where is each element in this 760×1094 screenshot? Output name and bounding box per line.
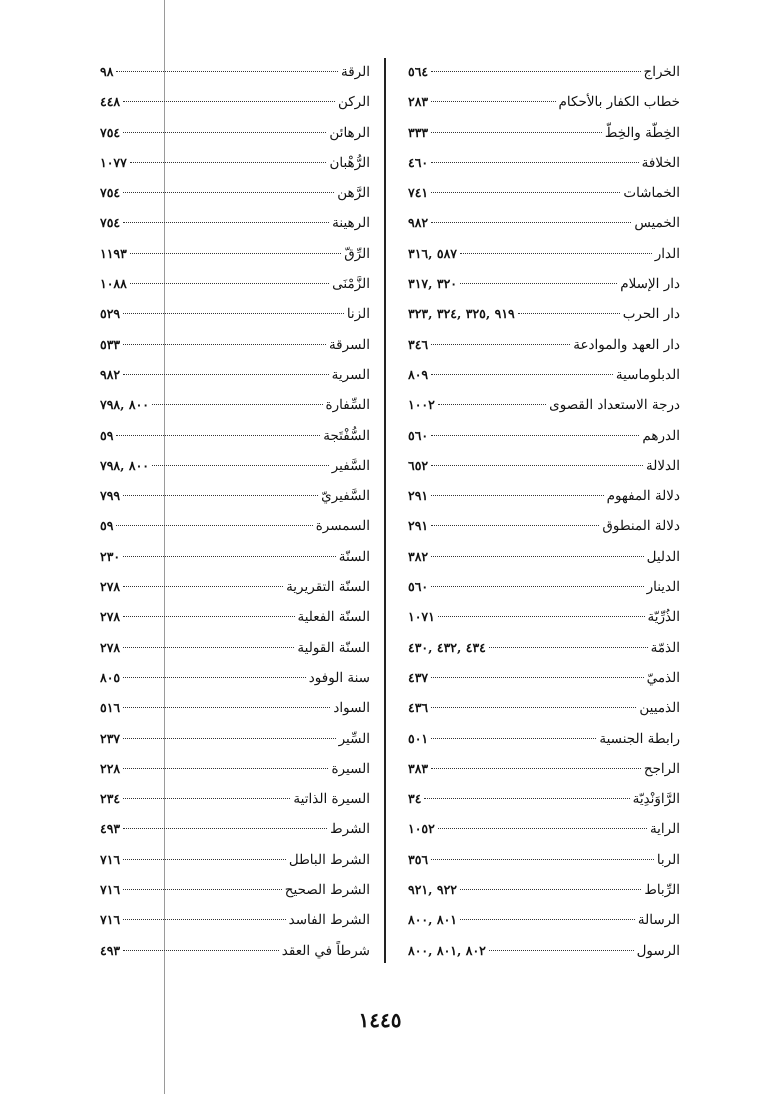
dot-leader	[123, 495, 318, 496]
index-entry	[408, 724, 680, 754]
page-reference: ٧١٦	[100, 882, 121, 898]
index-entry	[100, 390, 370, 420]
page-reference: ٤٣٧	[408, 669, 429, 685]
dot-leader	[130, 283, 329, 284]
index-term: الخميس	[634, 215, 680, 232]
dot-leader	[431, 707, 636, 708]
dot-leader	[431, 556, 643, 557]
index-column-left	[100, 57, 370, 966]
index-entry	[100, 421, 370, 451]
dot-leader	[123, 798, 290, 799]
index-entry	[408, 633, 680, 663]
page-reference: ١٠٨٨	[100, 276, 127, 292]
page-reference: ١٠٧٧	[100, 154, 127, 170]
page-reference: ٢٨٣	[408, 94, 429, 110]
dot-leader	[152, 404, 323, 405]
index-term: سنة الوفود	[308, 669, 370, 686]
dot-leader	[460, 283, 617, 284]
index-entry	[100, 330, 370, 360]
dot-leader	[438, 828, 647, 829]
index-entry	[408, 754, 680, 784]
index-term: السَّفير	[331, 457, 370, 474]
index-term: الخماشات	[623, 185, 680, 202]
index-entry	[100, 57, 370, 87]
index-term: الراية	[649, 821, 680, 838]
page-reference: ٧١٦	[100, 912, 121, 928]
page-number: ١٤٤٥	[358, 1008, 402, 1032]
index-entry	[408, 330, 680, 360]
index-term: الذميين	[639, 700, 680, 717]
index-entry	[100, 724, 370, 754]
index-term: السنّة القولية	[297, 639, 370, 656]
page-reference: ٥٩	[100, 518, 114, 534]
index-entry	[100, 784, 370, 814]
index-term: السِّفارة	[325, 397, 370, 414]
page-reference: ١٠٥٢	[408, 821, 435, 837]
index-entry	[408, 905, 680, 935]
dot-leader	[438, 404, 546, 405]
index-term: الدليل	[646, 548, 680, 565]
index-entry	[408, 239, 680, 269]
page-reference: ٤٣٤ ,٤٣٢ ,٤٣٠	[408, 639, 486, 655]
index-term: السمسرة	[315, 518, 370, 535]
dot-leader	[123, 192, 334, 193]
index-entry	[408, 602, 680, 632]
index-term: الدار	[654, 245, 680, 262]
dot-leader	[123, 222, 329, 223]
dot-leader	[431, 101, 555, 102]
page-reference: ٣٤	[408, 791, 422, 807]
page-reference: ٥٠١	[408, 730, 429, 746]
dot-leader	[431, 71, 640, 72]
index-entry	[100, 299, 370, 329]
dot-leader	[431, 859, 654, 860]
index-term: الرسالة	[637, 912, 680, 929]
dot-leader	[431, 344, 570, 345]
page-reference: ٥٦٤	[408, 64, 429, 79]
page-reference: ٦٥٢	[408, 457, 429, 473]
index-term: الشرط الباطل	[288, 851, 370, 868]
index-entry	[100, 845, 370, 875]
index-term: دار الحرب	[622, 306, 680, 323]
index-entry	[408, 269, 680, 299]
dot-leader	[460, 919, 635, 920]
page-reference: ٧٤١	[408, 185, 429, 201]
index-entry	[408, 814, 680, 844]
index-entry	[100, 360, 370, 390]
index-entry	[100, 572, 370, 602]
dot-leader	[431, 677, 643, 678]
index-term: دار العهد والموادعة	[573, 336, 680, 353]
index-entry	[100, 451, 370, 481]
page-reference: ٨٠٩	[408, 366, 429, 382]
index-term: السنّة التقريرية	[286, 579, 370, 596]
page-reference: ٩٨	[100, 64, 114, 79]
index-term: الدينار	[646, 579, 680, 596]
index-term: الخراج	[643, 64, 680, 80]
index-term: الدبلوماسية	[615, 366, 680, 383]
dot-leader	[431, 525, 599, 526]
dot-leader	[123, 616, 294, 617]
dot-leader	[489, 950, 634, 951]
dot-leader	[123, 707, 330, 708]
index-entry	[100, 542, 370, 572]
dot-leader	[123, 950, 279, 951]
page-reference: ٨٠١ ,٨٠٠	[408, 912, 458, 928]
page-reference: ٥٣٣	[100, 336, 121, 352]
dot-leader	[460, 253, 652, 254]
index-term: شرطاً في العقد	[281, 942, 370, 959]
dot-leader	[123, 859, 286, 860]
page-reference: ٨٠٢ ,٨٠١ ,٨٠٠	[408, 942, 486, 958]
index-term: السنّة	[338, 548, 370, 565]
page-reference: ١٠٠٢	[408, 397, 435, 413]
index-entry	[408, 178, 680, 208]
index-entry	[408, 784, 680, 814]
index-entry	[100, 208, 370, 238]
dot-leader	[123, 313, 344, 314]
index-term: الربا	[656, 851, 680, 868]
dot-leader	[123, 647, 294, 648]
index-term: الرِّقّ	[344, 245, 370, 262]
page-reference: ٧١٦	[100, 851, 121, 867]
index-term: السُّفْتَجة	[323, 427, 370, 444]
page-reference: ٥٦٠	[408, 579, 429, 595]
dot-leader	[518, 313, 620, 314]
index-entry	[408, 390, 680, 420]
page-reference: ٤٩٣	[100, 821, 121, 837]
dot-leader	[116, 525, 312, 526]
index-term: السيرة الذاتية	[293, 791, 370, 808]
index-term: الرَّاوَنْدِيّة	[632, 791, 680, 808]
index-term: الرهائن	[329, 124, 370, 141]
index-entry	[100, 118, 370, 148]
index-term: الرِّباط	[644, 882, 680, 899]
page-reference: ٢٧٨	[100, 609, 121, 625]
dot-leader	[431, 465, 643, 466]
index-entry	[100, 633, 370, 663]
index-entry	[408, 845, 680, 875]
index-term: دار الإسلام	[620, 276, 680, 293]
index-term: الذمّة	[650, 639, 680, 656]
dot-leader	[431, 435, 639, 436]
index-entry	[100, 87, 370, 117]
dot-leader	[123, 556, 336, 557]
dot-leader	[116, 435, 320, 436]
index-entry	[408, 663, 680, 693]
dot-leader	[123, 101, 335, 102]
page-reference: ٢٣٧	[100, 730, 121, 746]
page-reference: ٥١٦	[100, 700, 121, 716]
index-entry	[100, 269, 370, 299]
index-term: الراجح	[643, 760, 680, 777]
index-entry	[100, 239, 370, 269]
dot-leader	[431, 222, 631, 223]
dot-leader	[123, 132, 326, 133]
index-entry	[408, 118, 680, 148]
page-reference: ٤٤٨	[100, 94, 121, 110]
dot-leader	[431, 374, 613, 375]
index-term: الشرط الصحيح	[284, 882, 370, 899]
index-term: دلالة المفهوم	[606, 488, 680, 505]
index-entry	[408, 542, 680, 572]
index-entry	[100, 905, 370, 935]
index-entry	[100, 602, 370, 632]
page-reference: ٧٩٩	[100, 488, 121, 504]
dot-leader	[431, 192, 620, 193]
index-entry	[408, 451, 680, 481]
index-entry	[408, 421, 680, 451]
index-term: الزنا	[346, 306, 370, 323]
page-reference: ٩٢٢ ,٩٢١	[408, 882, 458, 898]
page-reference: ٥٦٠	[408, 427, 429, 443]
dot-leader	[431, 768, 641, 769]
index-term: خطاب الكفار بالأحكام	[558, 94, 680, 111]
index-entry	[408, 875, 680, 905]
column-divider	[384, 58, 386, 963]
dot-leader	[123, 677, 306, 678]
dot-leader	[152, 465, 329, 466]
index-entry	[408, 148, 680, 178]
index-term: الخلافة	[641, 154, 680, 171]
index-term: دلالة المنطوق	[602, 518, 680, 535]
index-term: الرهينة	[332, 215, 370, 232]
index-term: الزَّمْنَى	[332, 276, 370, 293]
dot-leader	[123, 919, 286, 920]
dot-leader	[460, 889, 641, 890]
index-entry	[100, 693, 370, 723]
index-term: الركن	[337, 94, 370, 111]
page-reference: ٥٩	[100, 427, 114, 443]
index-term: درجة الاستعداد القصوى	[549, 397, 680, 414]
index-entry	[408, 693, 680, 723]
dot-leader	[431, 586, 643, 587]
index-term: السواد	[333, 700, 370, 717]
dot-leader	[130, 162, 327, 163]
index-entry	[408, 57, 680, 87]
index-entry	[100, 148, 370, 178]
dot-leader	[123, 889, 282, 890]
dot-leader	[123, 586, 283, 587]
dot-leader	[431, 495, 603, 496]
page-reference: ٢٧٨	[100, 579, 121, 595]
index-entry	[100, 814, 370, 844]
page-reference: ٢٩١	[408, 518, 429, 534]
index-entry	[408, 511, 680, 541]
page-reference: ٧٥٤	[100, 185, 121, 201]
index-entry	[408, 87, 680, 117]
index-term: الذُرِّيّة	[647, 609, 680, 626]
page-reference: ٩٨٢	[100, 366, 121, 382]
index-entry	[100, 511, 370, 541]
page-reference: ٣٨٢	[408, 548, 429, 564]
page-reference: ٣٤٦	[408, 336, 429, 352]
page-reference: ٤٣٦	[408, 700, 429, 716]
page-reference: ٤٩٣	[100, 942, 121, 958]
index-term: الرَّهن	[337, 185, 370, 202]
index-entry	[408, 208, 680, 238]
index-entry	[408, 572, 680, 602]
page-reference: ٣٨٣	[408, 760, 429, 776]
index-entry	[408, 360, 680, 390]
index-term: الذميّ	[646, 669, 680, 686]
index-term: السرقة	[328, 336, 370, 353]
index-term: الرقة	[340, 64, 370, 80]
page-reference: ٢٣٤	[100, 791, 121, 807]
dot-leader	[123, 738, 335, 739]
page-reference: ٢٣٠	[100, 548, 121, 564]
page-reference: ٨٠٠ ,٧٩٨	[100, 457, 150, 473]
index-term: الدرهم	[642, 427, 680, 444]
index-entry	[100, 481, 370, 511]
index-entry	[408, 299, 680, 329]
dot-leader	[123, 374, 328, 375]
page-reference: ٨٠٥	[100, 669, 121, 685]
page-reference: ٧٥٤	[100, 124, 121, 140]
index-entry	[100, 875, 370, 905]
page-reference: ٤٦٠	[408, 154, 429, 170]
index-term: السنّة الفعلية	[297, 609, 370, 626]
index-term: الرسول	[636, 942, 680, 959]
page-reference: ٧٥٤	[100, 215, 121, 231]
dot-leader	[116, 71, 338, 72]
page-reference: ٢٧٨	[100, 639, 121, 655]
index-column-right	[408, 57, 680, 966]
index-term: الشرط	[330, 821, 370, 838]
index-term: الدلالة	[645, 457, 680, 474]
dot-leader	[438, 616, 645, 617]
index-term: الرُّهْبان	[329, 154, 370, 171]
index-term: الخِطّة والخِطّ	[604, 124, 680, 141]
page-reference: ٣٢٠ ,٣١٧	[408, 276, 458, 292]
page-reference: ٥٢٩	[100, 306, 121, 322]
index-entry	[100, 936, 370, 966]
index-term: السرية	[331, 366, 370, 383]
dot-leader	[424, 798, 629, 799]
index-entry	[408, 936, 680, 966]
page-reference: ١٠٧١	[408, 609, 435, 625]
page-reference: ٢٢٨	[100, 760, 121, 776]
dot-leader	[123, 768, 328, 769]
index-term: الشرط الفاسد	[288, 912, 370, 929]
page-reference: ٣٥٦	[408, 851, 429, 867]
index-entry	[100, 754, 370, 784]
dot-leader	[431, 738, 596, 739]
dot-leader	[489, 647, 648, 648]
page-reference: ٩١٩ ,٣٢٥ ,٣٢٤ ,٣٢٣	[408, 306, 515, 322]
index-entry	[100, 178, 370, 208]
page-reference: ١١٩٣	[100, 245, 127, 261]
page-reference: ٥٨٧ ,٣١٦	[408, 245, 458, 261]
index-entry	[100, 663, 370, 693]
page-reference: ٨٠٠ ,٧٩٨	[100, 397, 150, 413]
dot-leader	[130, 253, 341, 254]
page-reference: ٩٨٢	[408, 215, 429, 231]
index-term: السِّير	[338, 730, 370, 747]
index-term: السَّفيريّ	[321, 488, 370, 505]
index-term: السيرة	[331, 760, 370, 777]
page-reference: ٢٩١	[408, 488, 429, 504]
index-term: رابطة الجنسية	[599, 730, 680, 747]
index-entry	[408, 481, 680, 511]
dot-leader	[123, 344, 326, 345]
page-reference: ٣٣٣	[408, 124, 429, 140]
dot-leader	[431, 162, 639, 163]
dot-leader	[123, 828, 327, 829]
dot-leader	[431, 132, 602, 133]
